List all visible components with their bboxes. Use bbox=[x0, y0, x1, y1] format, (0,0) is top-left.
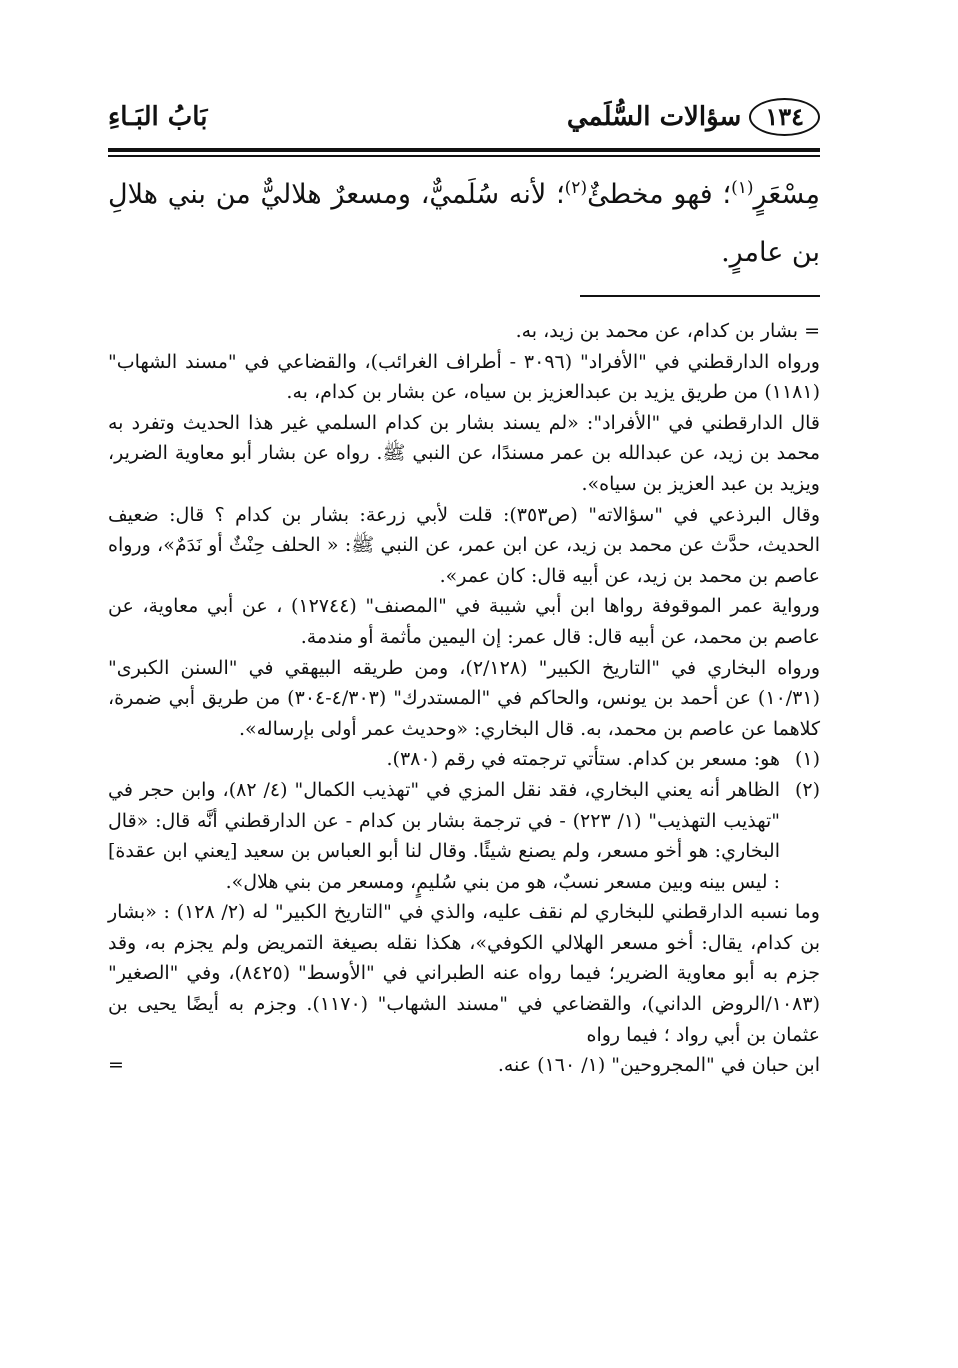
footnote-last-line bbox=[108, 1050, 820, 1081]
header-rule-thick bbox=[108, 148, 820, 152]
main-text-part: مِسْعَرٍ bbox=[753, 179, 820, 210]
footnote-last-line-text: ابن حبان في "المجروحين" (١/ ١٦٠) عنه. bbox=[497, 1054, 820, 1077]
header-rule-thin bbox=[108, 155, 820, 157]
page-number: ١٣٤ bbox=[749, 98, 820, 136]
footnote-continuation-paragraph: قال الدارقطني في "الأفراد": «لم يسند بشار بن كدام السلمي غير هذا الحديث وتفرد به محمد بن زيد، عن عبدالله بن عمر مسندًا، عن النبي ﷺ. رواه عن بشار أبو معاوية الضرير، ويزيد بن عبد العزيز بن سياه». bbox=[108, 411, 820, 495]
footnote-continuation-paragraph: ورواه الدارقطني في "الأفراد" (٣٠٩٦ - أطراف الغرائب)، والقضاعي في "مسند الشهاب" (١١٨١) من طريق يزيد بن عبدالعزيز بن سياه، عن بشار بن كدام، به. bbox=[108, 350, 820, 404]
header-book-info bbox=[567, 98, 820, 136]
main-text-part: ؛ لأنه سُلَميٌّ، ومسعرٌ هلاليٌّ من بني هلالِ بن عامرٍ. bbox=[108, 179, 820, 268]
book-title: سؤالات السُّلَمي bbox=[566, 102, 742, 132]
footnote-text: الظاهر أنه يعني البخاري، فقد نقل المزي في "تهذيب الكمال" (٤/ ٨٢)، وابن حجر في "تهذيب التهذيب" (١/ ٢٢٣) - في ترجمة بشار بن كدام - عن الدارقطني أنَّه قال: «قال البخاري: هو أخو مسعر، ولم يصنع شيئًا. وقال لنا أبو العباس بن سعيد [يعني ابن عقدة] : ليس بينه وبين مسعر نسبٌ، هو من بني سُليمٍ، ومسعر من بني هلال». bbox=[108, 778, 780, 893]
footnote-2 bbox=[108, 775, 820, 897]
footnote-text: هو: مسعر بن كدام. ستأتي ترجمته في رقم (٣٨٠). bbox=[386, 748, 780, 771]
chapter-title: بَابُ البَـاءِ bbox=[108, 102, 208, 132]
main-text bbox=[108, 166, 820, 282]
footnote-separator bbox=[580, 295, 820, 297]
footnote-ref-1[interactable]: (١) bbox=[731, 178, 754, 198]
footnote-continuation-paragraph: = بشار بن كدام، عن محمد بن زيد، به. bbox=[515, 320, 820, 342]
footnote-continuation-paragraph: وقال البرذعي في "سؤالاته" (ص٣٥٣): قلت لأبي زرعة: بشار بن كدام ؟ قال: ضعيف الحديث، حدَّث عن محمد بن زيد، عن ابن عمر، عن النبي ﷺ: « الحلف حِنْثٌ أو نَدَمٌ»، ورواه عاصم بن محمد بن زيد، عن أبيه قال: كان عمر». bbox=[108, 503, 820, 587]
footnotes bbox=[108, 316, 820, 1081]
continuation-mark: = bbox=[108, 1054, 124, 1077]
footnote-number: (١) bbox=[794, 748, 820, 771]
footnote-2-continuation: وما نسبه الدارقطني للبخاري لم نقف عليه، والذي في "التاريخ الكبير" له (٢/ ١٢٨) : «بشار بن كدام، يقال: أخو مسعر الهلالي الكوفي»، هكذا نقله بصيغة التمريض ولم يجزم به، وقد جزم به أبو معاوية الضرير؛ فيما رواه عنه الطبراني في "الأوسط" (٨٤٢٥)، وفي "الصغير" (١٠٨٣/الروض الداني)، والقضاعي في "مسند الشهاب" (١١٧٠). وجزم به أيضًا يحيى بن عثمان بن أبي رواد ؛ فيما رواه bbox=[108, 901, 821, 1046]
footnote-1 bbox=[108, 744, 820, 775]
page-header bbox=[108, 98, 820, 144]
footnote-number: (٢) bbox=[794, 778, 820, 801]
footnote-continuation-paragraph: ورواه البخاري في "التاريخ الكبير" (٢/١٢٨)، ومن طريقه البيهقي في "السنن الكبرى" (١٠/٣١) عن أحمد بن يونس، والحاكم في "المستدرك" (٤/٣٠٣-٣٠٤) من طريق أبي ضمرة، كلاهما عن عاصم بن محمد، به. قال البخاري: «وحديث عمر أولى بإرساله». bbox=[108, 656, 821, 740]
main-text-part: ؛ فهو مخطئٌ bbox=[587, 179, 732, 210]
footnote-ref-2[interactable]: (٢) bbox=[564, 178, 588, 198]
footnote-continuation-paragraph: ورواية عمر الموقوفة رواها ابن أبي شيبة في "المصنف" (١٢٧٤٤) ، عن أبي معاوية، عن عاصم بن محمد، عن أبيه قال: قال عمر: إن اليمين مأثمة أو مندمة. bbox=[108, 595, 820, 648]
main-paragraph bbox=[108, 166, 820, 282]
